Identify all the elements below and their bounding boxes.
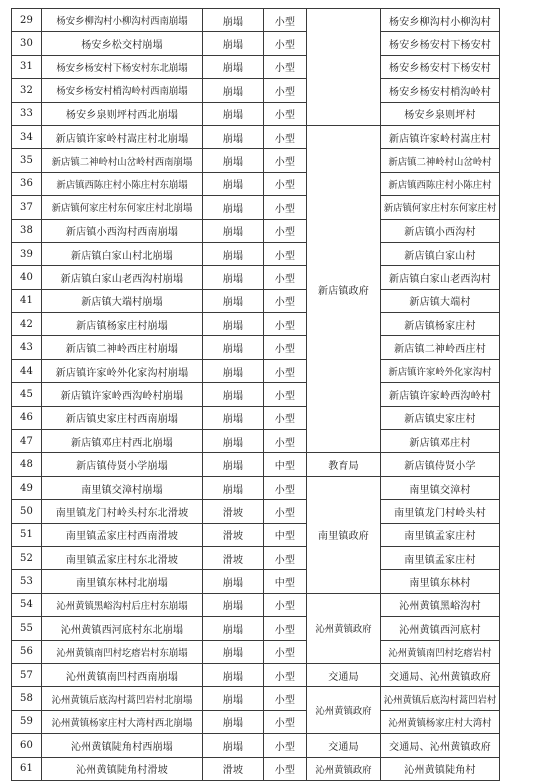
hazard-scale-cell: 中型: [264, 523, 307, 546]
table-row: [12, 289, 500, 312]
hazard-name-cell: 沁州黄镇南凹村圪瘩岩村东崩塌: [42, 640, 203, 663]
hazard-type-cell: 崩塌: [203, 289, 264, 312]
hazard-name-cell: 沁州黄镇西河底村东北崩塌: [42, 617, 203, 640]
responsible-unit-cell: 南里镇政府: [307, 476, 381, 593]
hazard-scale-cell: 小型: [264, 172, 307, 195]
row-number-cell: 58: [12, 687, 42, 710]
hazard-type-cell: 崩塌: [203, 663, 264, 686]
hazard-name-cell: 沁州黄镇黑峪沟村后庄村东崩塌: [42, 593, 203, 616]
hazard-type-cell: 滑坡: [203, 546, 264, 569]
row-number-cell: 40: [12, 266, 42, 289]
table-row: [12, 102, 500, 125]
hazard-type-cell: 崩塌: [203, 102, 264, 125]
hazard-table: [11, 8, 500, 781]
location-cell: 交通局、沁州黄镇政府: [381, 663, 500, 686]
row-number-cell: 44: [12, 359, 42, 382]
hazard-type-cell: 崩塌: [203, 593, 264, 616]
location-cell: 新店镇史家庄村: [381, 406, 500, 429]
hazard-name-cell: 新店镇史家庄村西南崩塌: [42, 406, 203, 429]
table-row: [12, 32, 500, 55]
hazard-scale-cell: 小型: [264, 242, 307, 265]
hazard-scale-cell: 小型: [264, 55, 307, 78]
hazard-name-cell: 新店镇小西沟村西南崩塌: [42, 219, 203, 242]
hazard-type-cell: 崩塌: [203, 9, 264, 32]
hazard-scale-cell: 小型: [264, 219, 307, 242]
hazard-type-cell: 崩塌: [203, 313, 264, 336]
hazard-type-cell: 崩塌: [203, 219, 264, 242]
row-number-cell: 61: [12, 757, 42, 780]
table-row: [12, 734, 500, 757]
table-row: [12, 663, 500, 686]
hazard-type-cell: 崩塌: [203, 55, 264, 78]
table-row: [12, 359, 500, 382]
hazard-name-cell: 沁州黄镇陡角村滑坡: [42, 757, 203, 780]
hazard-scale-cell: 小型: [264, 149, 307, 172]
hazard-name-cell: 新店镇许家岭西沟岭村崩塌: [42, 383, 203, 406]
hazard-name-cell: 沁州黄镇杨家庄村大湾村西北崩塌: [42, 710, 203, 733]
hazard-type-cell: 崩塌: [203, 172, 264, 195]
row-number-cell: 57: [12, 663, 42, 686]
hazard-scale-cell: 小型: [264, 593, 307, 616]
location-cell: 新店镇何家庄村东何家庄村: [381, 196, 500, 219]
hazard-name-cell: 新店镇杨家庄村崩塌: [42, 313, 203, 336]
hazard-name-cell: 杨安乡松交村崩塌: [42, 32, 203, 55]
responsible-unit-cell: 交通局: [307, 734, 381, 757]
location-cell: 沁州黄镇黑峪沟村: [381, 593, 500, 616]
location-cell: 新店镇小西沟村: [381, 219, 500, 242]
row-number-cell: 46: [12, 406, 42, 429]
hazard-name-cell: 新店镇白家山老西沟村崩塌: [42, 266, 203, 289]
table-row: [12, 687, 500, 710]
location-cell: 南里镇交漳村: [381, 476, 500, 499]
hazard-name-cell: 新店镇许家岭村嵩庄村北崩塌: [42, 125, 203, 148]
row-number-cell: 45: [12, 383, 42, 406]
hazard-name-cell: 沁州黄镇南凹村西南崩塌: [42, 663, 203, 686]
hazard-scale-cell: 小型: [264, 687, 307, 710]
table-row: [12, 500, 500, 523]
hazard-scale-cell: 小型: [264, 313, 307, 336]
row-number-cell: 39: [12, 242, 42, 265]
hazard-scale-cell: 小型: [264, 336, 307, 359]
table-row: [12, 617, 500, 640]
hazard-scale-cell: 小型: [264, 500, 307, 523]
hazard-scale-cell: 小型: [264, 757, 307, 780]
hazard-scale-cell: 小型: [264, 476, 307, 499]
row-number-cell: 29: [12, 9, 42, 32]
row-number-cell: 36: [12, 172, 42, 195]
location-cell: 新店镇白家山村: [381, 242, 500, 265]
hazard-type-cell: 崩塌: [203, 359, 264, 382]
table-row: [12, 9, 500, 32]
hazard-scale-cell: 小型: [264, 640, 307, 663]
hazard-type-cell: 崩塌: [203, 149, 264, 172]
responsible-unit-cell: 沁州黄镇政府: [307, 757, 381, 780]
hazard-type-cell: 崩塌: [203, 266, 264, 289]
hazard-name-cell: 杨安乡泉则坪村西北崩塌: [42, 102, 203, 125]
location-cell: 交通局、沁州黄镇政府: [381, 734, 500, 757]
hazard-type-cell: 滑坡: [203, 757, 264, 780]
row-number-cell: 35: [12, 149, 42, 172]
row-number-cell: 51: [12, 523, 42, 546]
hazard-type-cell: 滑坡: [203, 500, 264, 523]
hazard-type-cell: 崩塌: [203, 32, 264, 55]
hazard-scale-cell: 小型: [264, 663, 307, 686]
location-cell: 新店镇许家岭外化家沟村: [381, 359, 500, 382]
row-number-cell: 56: [12, 640, 42, 663]
location-cell: 沁州黄镇陡角村: [381, 757, 500, 780]
location-cell: 新店镇二神岭西庄村: [381, 336, 500, 359]
row-number-cell: 43: [12, 336, 42, 359]
table-row: [12, 242, 500, 265]
table-body: [12, 9, 500, 781]
location-cell: 新店镇西陈庄村小陈庄村: [381, 172, 500, 195]
hazard-scale-cell: 小型: [264, 9, 307, 32]
row-number-cell: 50: [12, 500, 42, 523]
table-row: [12, 266, 500, 289]
hazard-scale-cell: 小型: [264, 79, 307, 102]
table-row: [12, 593, 500, 616]
row-number-cell: 41: [12, 289, 42, 312]
location-cell: 沁州黄镇杨家庄村大湾村: [381, 710, 500, 733]
hazard-type-cell: 崩塌: [203, 79, 264, 102]
hazard-type-cell: 崩塌: [203, 430, 264, 453]
location-cell: 杨安乡杨安村下杨安村: [381, 32, 500, 55]
location-cell: 杨安乡杨安村梢沟岭村: [381, 79, 500, 102]
responsible-unit-cell: [307, 9, 381, 126]
location-cell: 新店镇许家岭村嵩庄村: [381, 125, 500, 148]
table-row: [12, 219, 500, 242]
hazard-type-cell: 崩塌: [203, 336, 264, 359]
responsible-unit-cell: 新店镇政府: [307, 125, 381, 452]
hazard-name-cell: 杨安乡杨安村下杨安村东北崩塌: [42, 55, 203, 78]
responsible-unit-cell: 沁州黄镇政府: [307, 593, 381, 663]
hazard-scale-cell: 小型: [264, 102, 307, 125]
row-number-cell: 37: [12, 196, 42, 219]
hazard-scale-cell: 小型: [264, 266, 307, 289]
hazard-scale-cell: 小型: [264, 289, 307, 312]
hazard-type-cell: 崩塌: [203, 640, 264, 663]
hazard-name-cell: 新店镇西陈庄村小陈庄村东崩塌: [42, 172, 203, 195]
row-number-cell: 30: [12, 32, 42, 55]
hazard-scale-cell: 小型: [264, 196, 307, 219]
location-cell: 杨安乡柳沟村小柳沟村: [381, 9, 500, 32]
hazard-type-cell: 崩塌: [203, 687, 264, 710]
row-number-cell: 60: [12, 734, 42, 757]
location-cell: 沁州黄镇后底沟村蒿凹岩村: [381, 687, 500, 710]
hazard-type-cell: 滑坡: [203, 523, 264, 546]
hazard-name-cell: 南里镇东林村北崩塌: [42, 570, 203, 593]
location-cell: 新店镇邓庄村: [381, 430, 500, 453]
row-number-cell: 32: [12, 79, 42, 102]
hazard-scale-cell: 中型: [264, 453, 307, 476]
table-row: [12, 570, 500, 593]
table-row: [12, 172, 500, 195]
location-cell: 新店镇许家岭西沟岭村: [381, 383, 500, 406]
hazard-type-cell: 崩塌: [203, 570, 264, 593]
location-cell: 杨安乡杨安村下杨安村: [381, 55, 500, 78]
row-number-cell: 42: [12, 313, 42, 336]
hazard-name-cell: 新店镇二神岭西庄村崩塌: [42, 336, 203, 359]
hazard-type-cell: 崩塌: [203, 734, 264, 757]
hazard-name-cell: 杨安乡杨安村梢沟岭村西南崩塌: [42, 79, 203, 102]
location-cell: 南里镇孟家庄村: [381, 546, 500, 569]
hazard-scale-cell: 小型: [264, 125, 307, 148]
table-row: [12, 196, 500, 219]
row-number-cell: 49: [12, 476, 42, 499]
hazard-scale-cell: 小型: [264, 406, 307, 429]
table-row: [12, 546, 500, 569]
table-row: [12, 523, 500, 546]
hazard-name-cell: 杨安乡柳沟村小柳沟村西南崩塌: [42, 9, 203, 32]
hazard-name-cell: 南里镇龙门村岭头村东北滑坡: [42, 500, 203, 523]
hazard-type-cell: 崩塌: [203, 242, 264, 265]
table-row: [12, 640, 500, 663]
table-row: [12, 757, 500, 780]
hazard-scale-cell: 小型: [264, 359, 307, 382]
hazard-name-cell: 新店镇邓庄村西北崩塌: [42, 430, 203, 453]
row-number-cell: 48: [12, 453, 42, 476]
table-row: [12, 313, 500, 336]
location-cell: 沁州黄镇西河底村: [381, 617, 500, 640]
hazard-name-cell: 沁州黄镇后底沟村蒿凹岩村北崩塌: [42, 687, 203, 710]
hazard-name-cell: 沁州黄镇陡角村西崩塌: [42, 734, 203, 757]
hazard-scale-cell: 小型: [264, 617, 307, 640]
hazard-scale-cell: 小型: [264, 430, 307, 453]
document-page: [11, 8, 500, 781]
hazard-name-cell: 新店镇大端村崩塌: [42, 289, 203, 312]
table-row: [12, 149, 500, 172]
hazard-name-cell: 新店镇侍贤小学崩塌: [42, 453, 203, 476]
row-number-cell: 53: [12, 570, 42, 593]
row-number-cell: 38: [12, 219, 42, 242]
location-cell: 南里镇东林村: [381, 570, 500, 593]
row-number-cell: 55: [12, 617, 42, 640]
responsible-unit-cell: 交通局: [307, 663, 381, 686]
location-cell: 沁州黄镇南凹村圪瘩岩村: [381, 640, 500, 663]
location-cell: 新店镇二神岭村山岔岭村: [381, 149, 500, 172]
location-cell: 杨安乡泉则坪村: [381, 102, 500, 125]
table-row: [12, 336, 500, 359]
hazard-type-cell: 崩塌: [203, 196, 264, 219]
hazard-type-cell: 崩塌: [203, 453, 264, 476]
hazard-scale-cell: 小型: [264, 383, 307, 406]
location-cell: 新店镇侍贤小学: [381, 453, 500, 476]
hazard-scale-cell: 小型: [264, 710, 307, 733]
table-row: [12, 79, 500, 102]
hazard-scale-cell: 小型: [264, 546, 307, 569]
hazard-type-cell: 崩塌: [203, 406, 264, 429]
hazard-type-cell: 崩塌: [203, 710, 264, 733]
table-row: [12, 710, 500, 733]
row-number-cell: 47: [12, 430, 42, 453]
hazard-name-cell: 新店镇白家山村北崩塌: [42, 242, 203, 265]
location-cell: 新店镇白家山老西沟村: [381, 266, 500, 289]
responsible-unit-cell: 沁州黄镇政府: [307, 687, 381, 734]
hazard-type-cell: 崩塌: [203, 125, 264, 148]
row-number-cell: 31: [12, 55, 42, 78]
responsible-unit-cell: 教育局: [307, 453, 381, 476]
hazard-type-cell: 崩塌: [203, 617, 264, 640]
hazard-type-cell: 崩塌: [203, 476, 264, 499]
table-row: [12, 125, 500, 148]
hazard-name-cell: 新店镇许家岭外化家沟村崩塌: [42, 359, 203, 382]
table-row: [12, 430, 500, 453]
table-row: [12, 383, 500, 406]
table-row: [12, 406, 500, 429]
row-number-cell: 33: [12, 102, 42, 125]
row-number-cell: 59: [12, 710, 42, 733]
location-cell: 南里镇龙门村岭头村: [381, 500, 500, 523]
hazard-scale-cell: 小型: [264, 734, 307, 757]
hazard-name-cell: 南里镇孟家庄村西南滑坡: [42, 523, 203, 546]
hazard-scale-cell: 中型: [264, 570, 307, 593]
row-number-cell: 54: [12, 593, 42, 616]
hazard-name-cell: 南里镇孟家庄村东北滑坡: [42, 546, 203, 569]
table-row: [12, 453, 500, 476]
row-number-cell: 34: [12, 125, 42, 148]
hazard-type-cell: 崩塌: [203, 383, 264, 406]
hazard-name-cell: 新店镇二神岭村山岔岭村西南崩塌: [42, 149, 203, 172]
table-row: [12, 55, 500, 78]
hazard-name-cell: 南里镇交漳村崩塌: [42, 476, 203, 499]
row-number-cell: 52: [12, 546, 42, 569]
location-cell: 新店镇杨家庄村: [381, 313, 500, 336]
location-cell: 新店镇大端村: [381, 289, 500, 312]
hazard-name-cell: 新店镇何家庄村东何家庄村北崩塌: [42, 196, 203, 219]
table-row: [12, 476, 500, 499]
location-cell: 南里镇孟家庄村: [381, 523, 500, 546]
hazard-scale-cell: 小型: [264, 32, 307, 55]
